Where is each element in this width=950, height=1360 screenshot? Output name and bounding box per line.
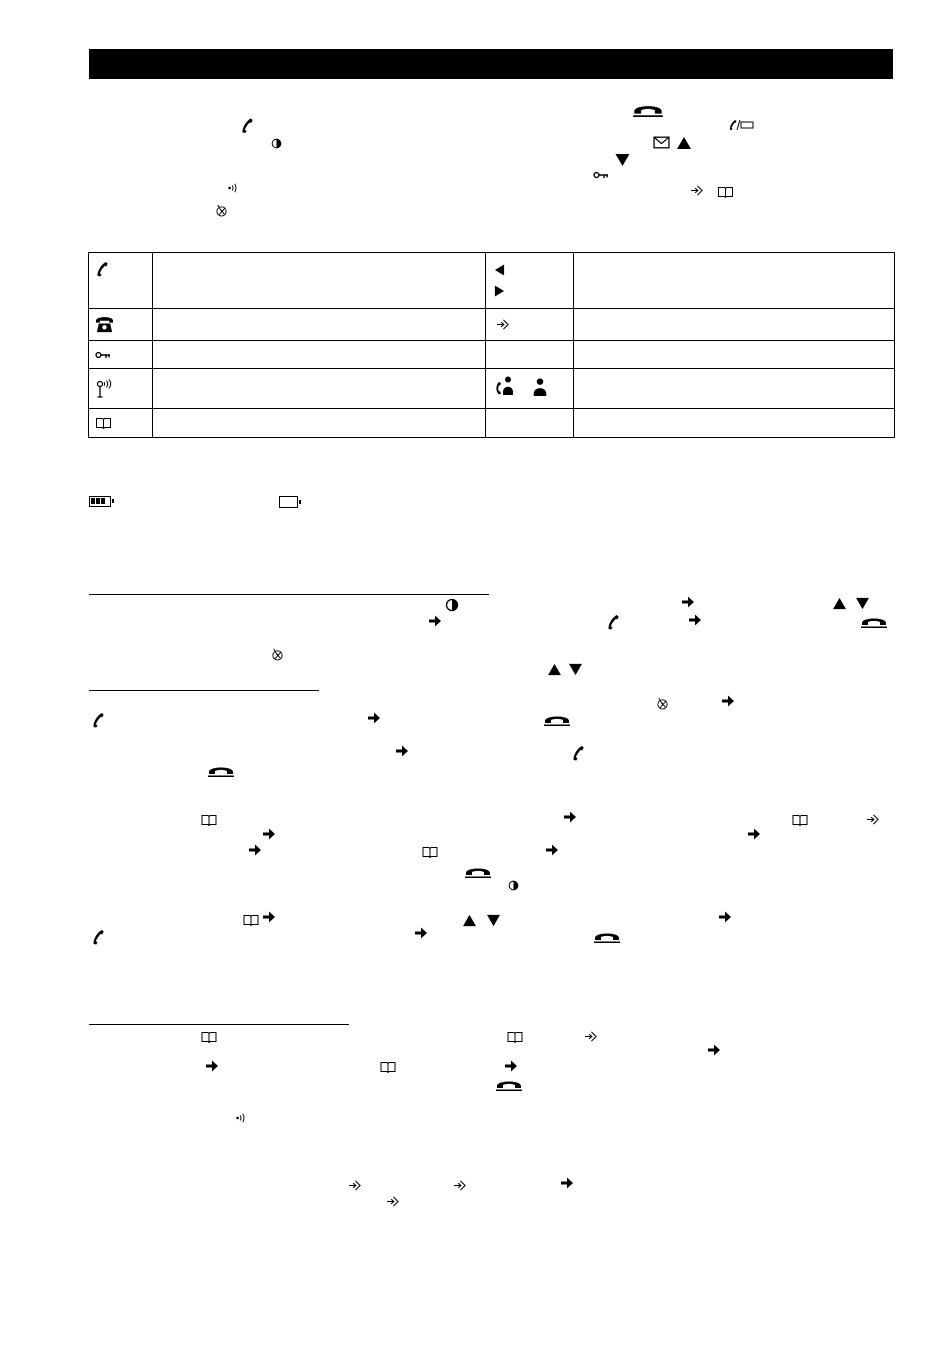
table-cell-icon	[89, 369, 153, 409]
phonebook-icon	[717, 186, 734, 198]
down-arrow-icon	[855, 597, 870, 610]
menu-enter-icon	[584, 1030, 597, 1043]
up-arrow-icon	[462, 914, 477, 927]
menu-enter-icon	[453, 1179, 466, 1192]
down-arrow-icon	[568, 663, 583, 676]
talk-key-icon	[240, 117, 254, 134]
up-arrow-icon	[832, 597, 847, 610]
end-call-icon	[861, 614, 887, 628]
menu-enter-icon	[866, 813, 879, 826]
arrow-right-icon	[721, 694, 735, 708]
table-cell-icon	[89, 309, 153, 341]
table-cell-icon	[89, 253, 153, 309]
antenna-icon	[95, 379, 115, 399]
handset-icon	[571, 745, 585, 761]
table-cell-icon	[486, 369, 574, 409]
phonebook-icon	[201, 814, 217, 826]
phonebook-icon	[422, 846, 438, 858]
ringer-icon	[271, 138, 282, 149]
phonebook-icon	[95, 417, 112, 429]
phonebook-icon	[201, 1031, 217, 1043]
arrow-right-icon	[494, 284, 505, 298]
arrow-left-icon	[494, 263, 505, 277]
end-call-icon	[594, 929, 620, 943]
arrow-right-icon	[560, 1176, 574, 1190]
arrow-right-icon	[545, 843, 559, 857]
arrow-right-icon	[504, 1059, 518, 1073]
user-icon	[531, 377, 549, 397]
no-signal-icon	[656, 697, 669, 710]
arrow-right-icon	[414, 926, 428, 940]
ringer-icon	[445, 598, 459, 612]
phonebook-icon	[792, 814, 808, 826]
arrow-right-icon	[262, 827, 276, 841]
end-call-icon	[544, 712, 570, 726]
table-cell-icon	[486, 341, 574, 369]
icon-legend-table	[88, 252, 895, 438]
section-divider	[89, 690, 319, 691]
table-cell-icon	[89, 409, 153, 438]
table-cell-text	[153, 341, 486, 369]
table-cell-icon	[89, 341, 153, 369]
table-cell-text	[153, 309, 486, 341]
section-divider	[89, 594, 489, 595]
arrow-right-icon	[205, 1059, 219, 1073]
menu-enter-icon	[496, 318, 509, 331]
arrow-right-icon	[395, 744, 409, 758]
phonebook-icon	[380, 1061, 396, 1073]
arrow-right-icon	[747, 827, 761, 841]
phonebook-icon	[507, 1031, 523, 1043]
end-call-icon	[465, 864, 491, 878]
handset-icon	[91, 929, 105, 945]
table-cell-text	[574, 253, 895, 309]
table-cell-icon	[486, 309, 574, 341]
arrow-right-icon	[248, 843, 262, 857]
down-arrow-icon	[614, 153, 631, 167]
arrow-right-icon	[681, 595, 695, 609]
table-cell-text	[153, 253, 486, 309]
handset-icon	[606, 614, 620, 630]
arrow-right-icon	[718, 910, 732, 924]
end-call-icon	[496, 1077, 522, 1091]
base-phone-icon	[95, 315, 114, 334]
phonebook-icon	[243, 914, 259, 926]
ringer-icon	[508, 880, 519, 891]
table-cell-text	[574, 309, 895, 341]
table-row	[89, 253, 895, 309]
up-arrow-icon	[676, 136, 692, 150]
arrow-right-icon	[707, 1043, 721, 1057]
table-cell-icon	[486, 409, 574, 438]
section-divider	[89, 1024, 349, 1025]
envelope-icon	[653, 136, 670, 149]
menu-enter-icon	[348, 1179, 361, 1192]
arrow-right-icon	[563, 810, 577, 824]
end-call-icon	[633, 101, 663, 117]
table-row	[89, 309, 895, 341]
table-cell-text	[153, 369, 486, 409]
table-cell-text	[574, 409, 895, 438]
key-icon	[95, 351, 111, 359]
menu-enter-icon	[386, 1195, 399, 1208]
signal-icon	[235, 1112, 247, 1124]
signal-icon	[227, 182, 239, 194]
table-cell-text	[574, 341, 895, 369]
no-signal-icon	[271, 648, 284, 661]
arrow-right-icon	[428, 614, 442, 628]
arrow-right-icon	[262, 910, 276, 924]
arrow-right-icon	[688, 613, 702, 627]
arrow-right-icon	[367, 711, 381, 725]
battery-full-icon	[89, 496, 111, 507]
up-arrow-icon	[547, 663, 562, 676]
table-row	[89, 409, 895, 438]
battery-empty-icon	[279, 496, 298, 508]
down-arrow-icon	[486, 914, 501, 927]
talk-off-key-icon	[728, 119, 754, 131]
menu-enter-icon	[690, 184, 703, 197]
table-cell-text	[574, 369, 895, 409]
table-cell-text	[153, 409, 486, 438]
table-row	[89, 369, 895, 409]
end-call-icon	[208, 763, 234, 777]
intercom-icon	[494, 375, 516, 397]
table-row	[89, 341, 895, 369]
handset-icon	[91, 712, 105, 728]
section-header-bar	[89, 49, 893, 79]
handset-icon	[95, 261, 109, 277]
key-lock-icon	[593, 171, 609, 179]
no-signal-icon	[215, 204, 228, 217]
table-cell-icon	[486, 253, 574, 309]
